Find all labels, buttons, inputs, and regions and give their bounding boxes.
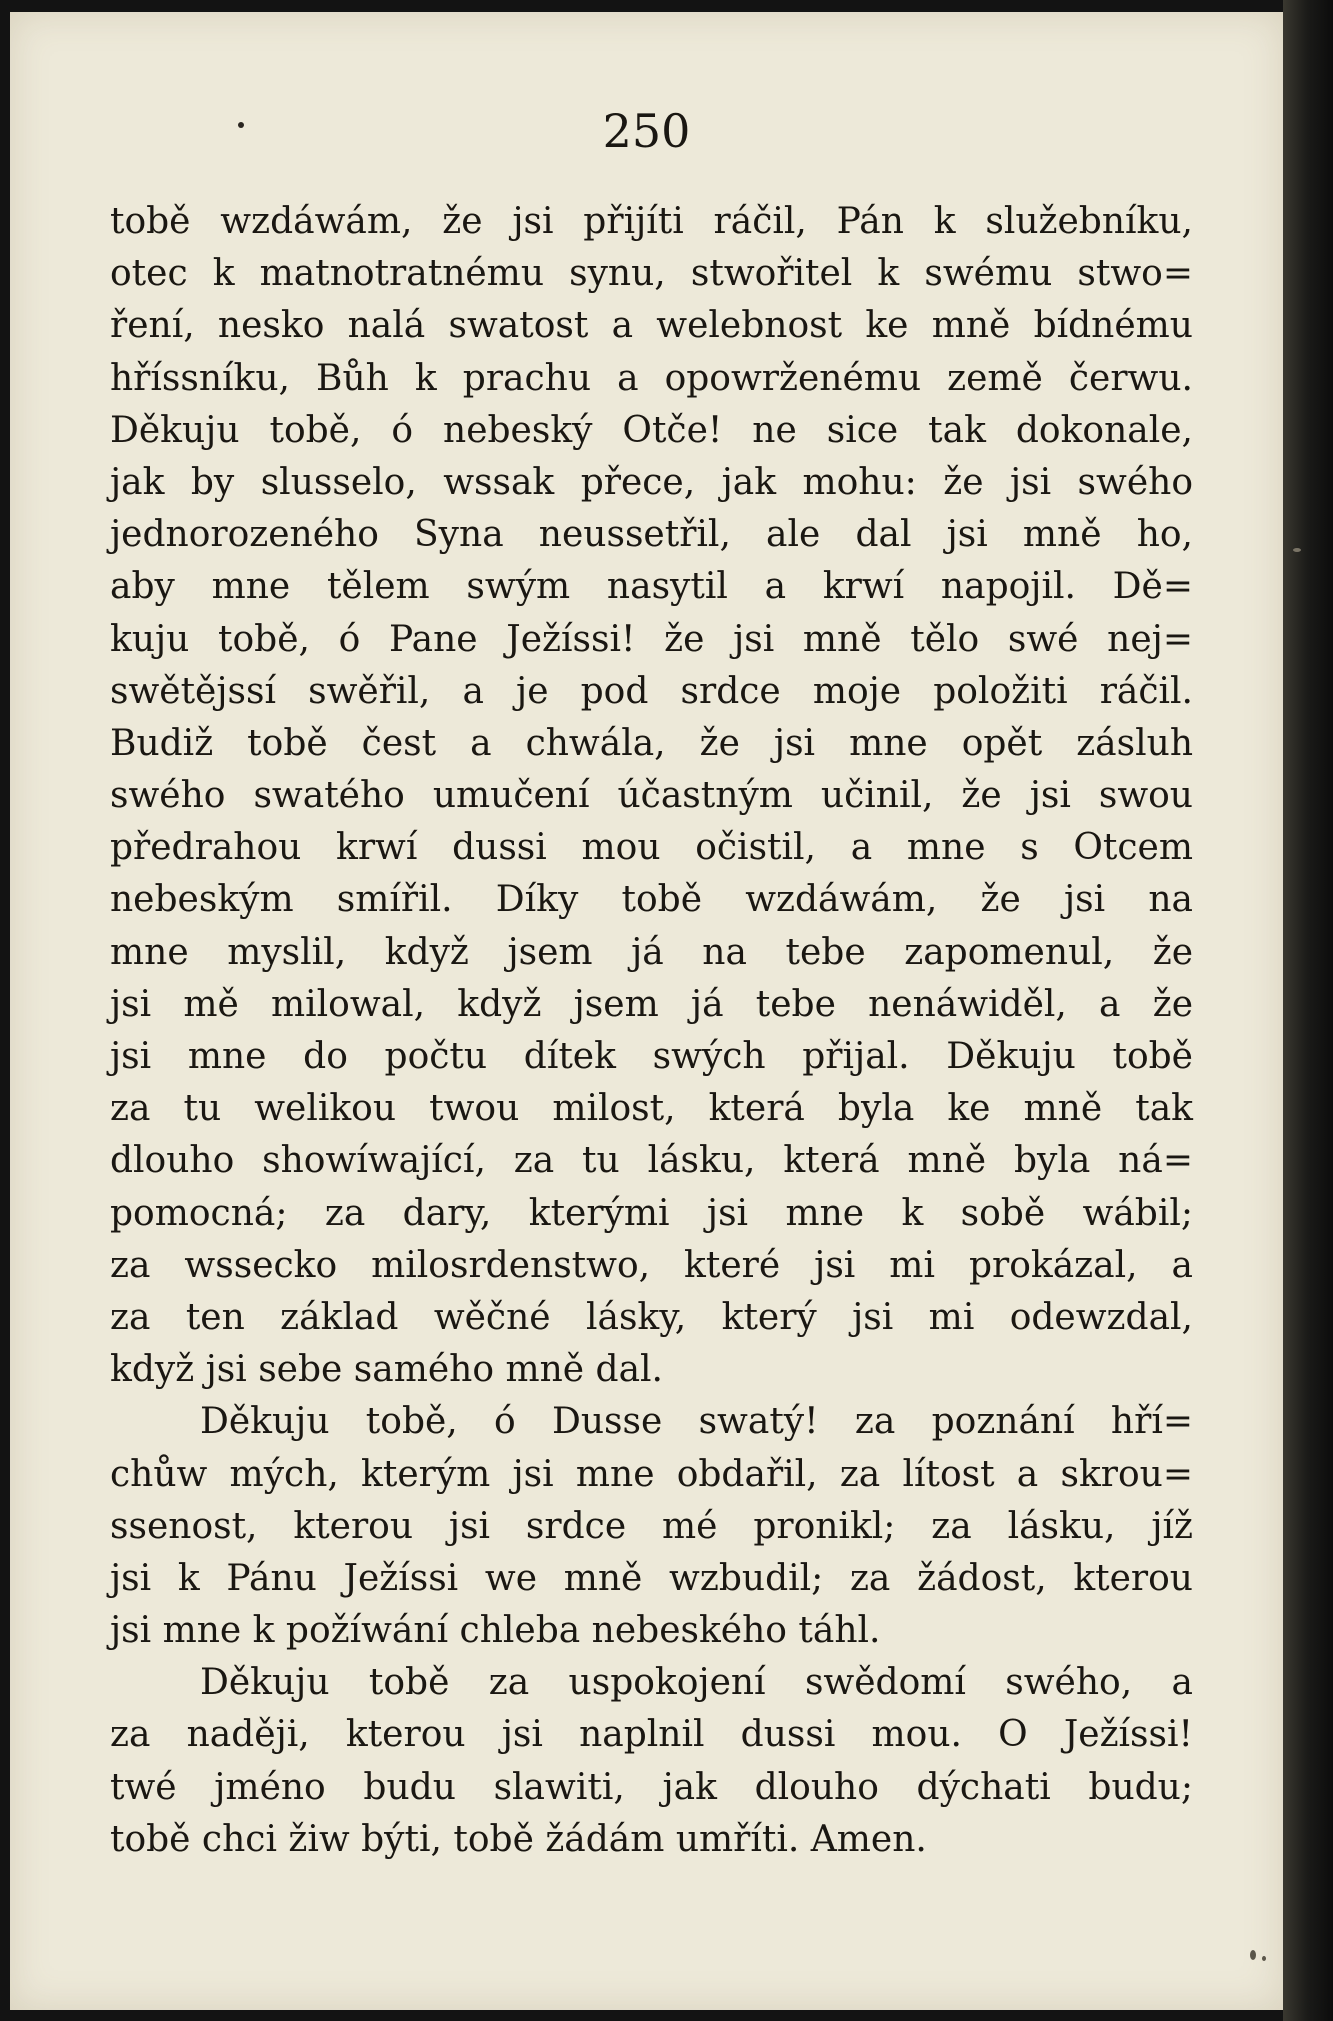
text-line: ssenost, kterou jsi srdce mé pronikl; za lásku, jíž: [110, 1505, 1193, 1547]
text-line: Děkuju tobě, ó Dusse swatý! za poznání hří=: [200, 1401, 1193, 1443]
text-line: jsi mne k požíwání chleba nebeského táhl.: [110, 1610, 881, 1652]
text-line: jsi mě milowal, když jsem já tebe nenáwiděl, a že: [110, 983, 1193, 1025]
text-line: za ten základ wěčné lásky, který jsi mi odewzdal,: [110, 1296, 1193, 1338]
book-spine-shadow: [1283, 0, 1333, 2021]
page-number: 250: [602, 104, 691, 158]
text-line: mne myslil, když jsem já na tebe zapomenul, že: [110, 931, 1193, 973]
book-page: [10, 12, 1283, 2010]
ink-speck: [1262, 1956, 1266, 1961]
text-line: otec k matnotratnému synu, stwořitel k swému stwo=: [110, 253, 1193, 295]
text-line: hříssníku, Bůh k prachu a opowrženému země čerwu.: [110, 357, 1193, 399]
ink-speck: [1250, 1950, 1256, 1960]
text-line: za wssecko milosrdenstwo, které jsi mi prokázal, a: [110, 1244, 1193, 1286]
text-line: swětějssí swěřil, a je pod srdce moje položiti ráčil.: [110, 670, 1193, 712]
text-line: dlouho showíwající, za tu lásku, která mně byla ná=: [110, 1140, 1193, 1182]
text-line: jsi k Pánu Ježíssi we mně wzbudil; za žádost, kterou: [110, 1557, 1193, 1599]
text-line: za tu welikou twou milost, která byla ke mně tak: [110, 1088, 1193, 1130]
text-line: jsi mne do počtu dítek swých přijal. Děkuju tobě: [110, 1036, 1193, 1077]
text-line: za naději, kterou jsi naplnil dussi mou. O Ježíssi!: [110, 1714, 1193, 1756]
text-line: chůw mých, kterým jsi mne obdařil, za lítost a skrou=: [110, 1453, 1193, 1495]
text-line: jednorozeného Syna neussetřil, ale dal jsi mně ho,: [110, 514, 1193, 556]
text-line: twé jméno budu slawiti, jak dlouho dýchati budu;: [110, 1766, 1193, 1808]
text-line: Budiž tobě čest a chwála, že jsi mne opět zásluh: [110, 722, 1193, 764]
text-line: tobě chci žiw býti, tobě žádám umříti. Amen.: [110, 1818, 927, 1860]
text-line: Děkuju tobě za uspokojení swědomí swého, a: [200, 1662, 1193, 1704]
ink-speck: [238, 122, 244, 128]
margin-mark: [1293, 548, 1301, 552]
prayer-text: [110, 196, 1193, 1866]
text-line: předrahou krwí dussi mou očistil, a mne s Otcem: [110, 827, 1193, 869]
text-line: Děkuju tobě, ó nebeský Otče! ne sice tak dokonale,: [110, 409, 1193, 451]
text-line: ření, nesko nalá swatost a welebnost ke mně bídnému: [110, 305, 1193, 347]
text-line: swého swatého umučení účastným učinil, že jsi swou: [110, 775, 1193, 817]
text-line: kuju tobě, ó Pane Ježíssi! že jsi mně tělo swé nej=: [110, 618, 1193, 660]
text-line: tobě wzdáwám, že jsi přijíti ráčil, Pán k služebníku,: [110, 201, 1193, 242]
text-line: pomocná; za dary, kterými jsi mne k sobě wábil;: [110, 1192, 1193, 1234]
text-line: když jsi sebe samého mně dal.: [110, 1349, 663, 1391]
text-line: aby mne tělem swým nasytil a krwí napojil. Dě=: [110, 566, 1193, 608]
text-line: nebeským smířil. Díky tobě wzdáwám, že jsi na: [110, 879, 1193, 921]
text-line: jak by slusselo, wssak přece, jak mohu: že jsi swého: [110, 461, 1193, 503]
